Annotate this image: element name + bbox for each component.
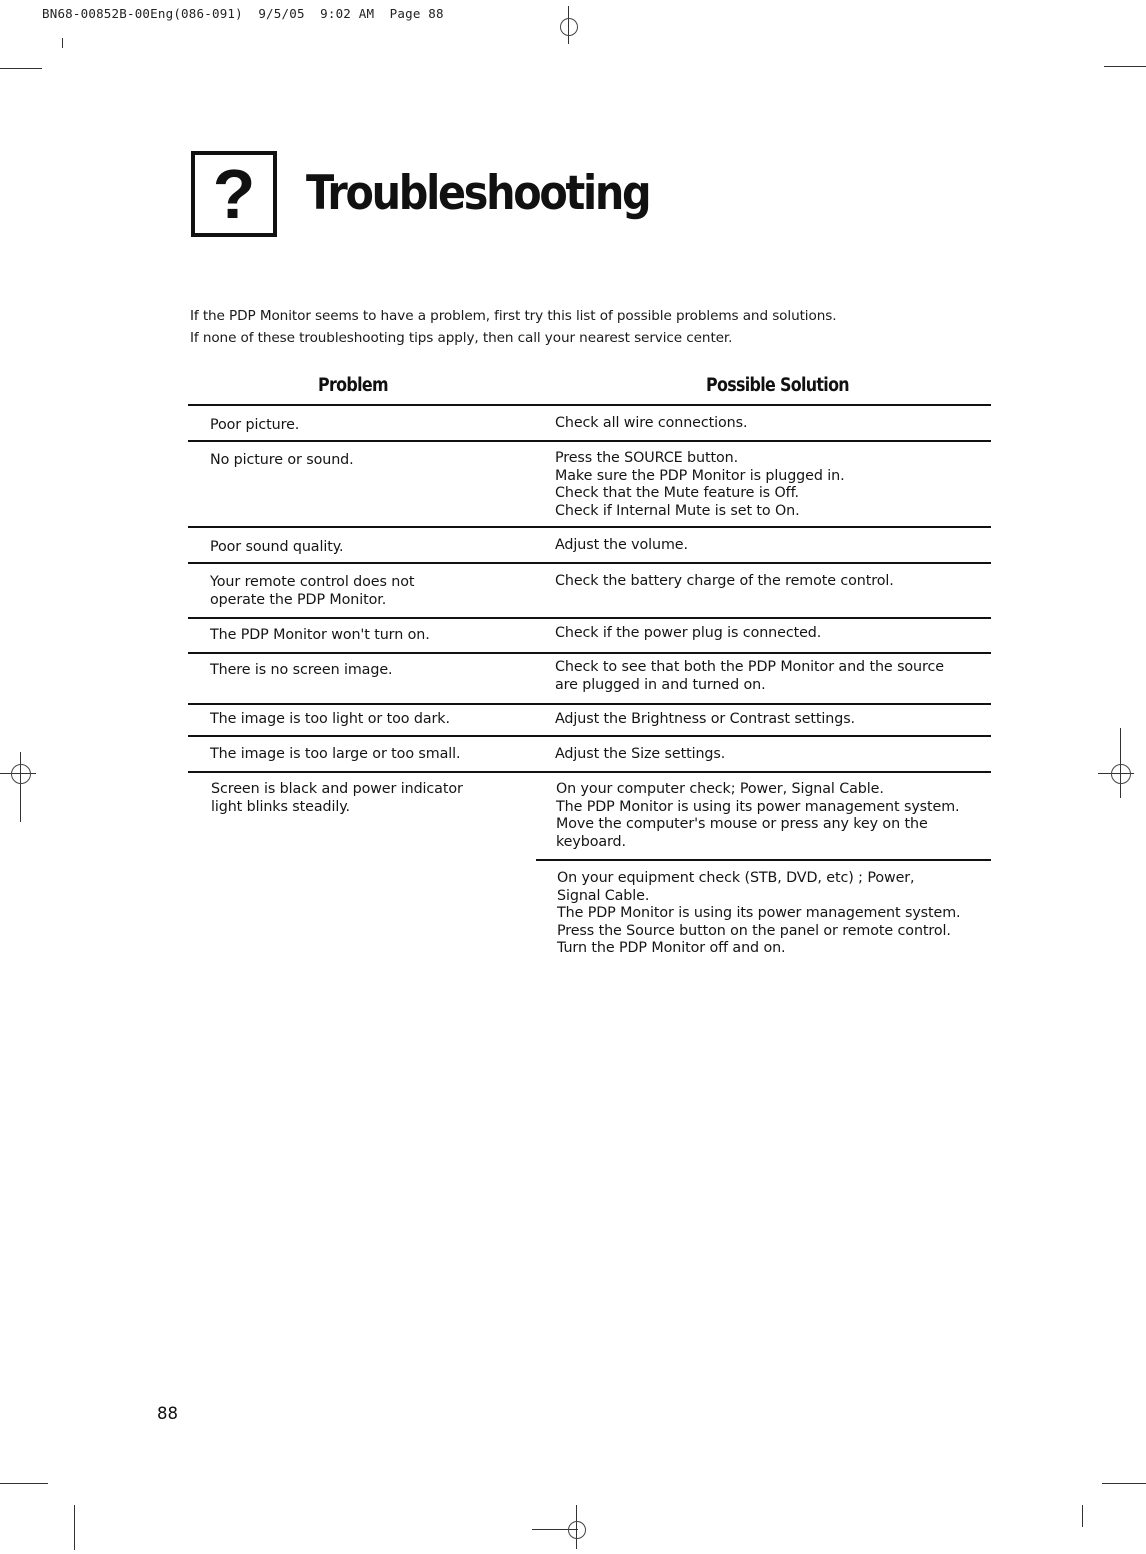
intro-line: If the PDP Monitor seems to have a problem, first try this list of possible problems and solutions. [190,308,837,324]
solution-cell: On your equipment check (STB, DVD, etc) ; Power, Signal Cable. The PDP Monitor is using its power management system. Press the Source button on the panel or remote control. Turn the PDP Monitor off and on. [557,870,961,956]
problem-cell: Poor sound quality. [210,539,344,555]
problem-cell: Screen is black and power indicator light blinks steadily. [211,781,463,815]
solution-cell: Adjust the volume. [555,537,688,553]
problem-cell: Poor picture. [210,417,300,433]
problem-cell: No picture or sound. [210,452,354,468]
problem-cell: Your remote control does not operate the PDP Monitor. [210,574,415,608]
solution-cell: On your computer check; Power, Signal Cable. The PDP Monitor is using its power management system. Move the computer's mouse or press any key on the keyboard. [556,781,960,850]
problem-cell: The image is too light or too dark. [210,711,450,727]
solution-cell: Adjust the Brightness or Contrast settings. [555,711,856,727]
problem-cell: The PDP Monitor won't turn on. [210,627,430,643]
intro-text [190,305,836,349]
problem-column-header: Problem [318,375,388,396]
problem-cell: The image is too large or too small. [210,746,461,762]
question-mark-icon: ? [191,151,277,237]
solution-cell: Check to see that both the PDP Monitor and the source are plugged in and turned on. [555,659,944,693]
intro-line: If none of these troubleshooting tips apply, then call your nearest service center. [190,330,733,346]
solution-cell: Adjust the Size settings. [555,746,726,762]
solution-column-header: Possible Solution [706,375,849,396]
page-number: 88 [157,1404,178,1423]
page-title: Troubleshooting [306,166,650,221]
problem-cell: There is no screen image. [210,662,393,678]
solution-cell: Check if the power plug is connected. [555,625,822,641]
solution-cell: Press the SOURCE button. Make sure the PDP Monitor is plugged in. Check that the Mute feature is Off. Check if Internal Mute is set to On. [555,450,845,519]
solution-cell: Check all wire connections. [555,415,748,431]
print-header: BN68-00852B-00Eng(086-091) 9/5/05 9:02 AM Page 88 [42,6,444,21]
solution-cell: Check the battery charge of the remote control. [555,573,894,589]
